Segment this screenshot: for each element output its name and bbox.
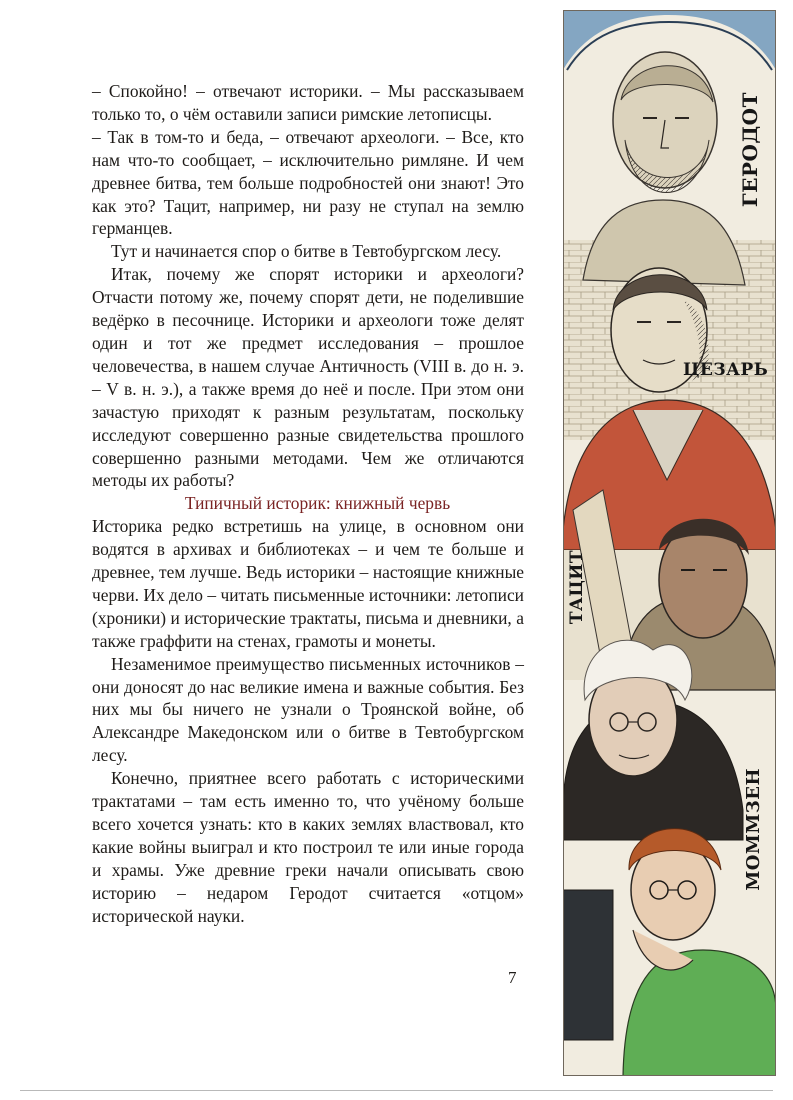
paragraph-archaeologists-reply: – Так в том-то и беда, – отвечают археологи. – Все, кто нам что-то сообщает, – исключительно римляне. И чем древнее битва, тем больше подробностей они знают! Это как это? Тацит, например, ни разу не ступал на землю германцев. <box>92 126 524 239</box>
label-herodotus: ГЕРОДОТ <box>738 92 762 208</box>
page-number: 7 <box>508 968 517 987</box>
paragraph-historian-habitat: Историка редко встретишь на улице, в основном они водятся в архивах и библиотеках – и чем те больше и древнее, тем лучше. Ведь историки – настоящие книжные черви. Их дело – читать письменные источники: летописи (хроники) и исторические трактаты, письма и дневники, а также граффити на стенах, грамоты и монеты. <box>92 516 524 651</box>
paragraph-written-sources: Незаменимое преимущество письменных источников – они доносят до нас великие имена и важные события. Без них мы бы ничего не узнали о Троянской войне, об Александре Македонском или о битве в Тевтобургском лесу. <box>92 653 524 766</box>
label-caesar: ЦЕЗАРЬ <box>683 360 769 380</box>
paragraph-historical-treatises: Конечно, приятнее всего работать с историческими трактатами – там есть именно то, что учёному больше всего хочется узнать: кто в каких землях властвовал, кто какие войны выиграл и кто построил те или иные города и храмы. Уже древние греки начали описывать свою историю – недаром Геродот считается «отцом» исторической науки. <box>92 768 524 926</box>
bottom-rule <box>20 1090 773 1091</box>
historians-illustration <box>563 10 776 1076</box>
paragraph-historians-reply: – Спокойно! – отвечают историки. – Мы рассказываем только то, о чём оставили записи римские летописцы. <box>92 81 524 124</box>
label-tacitus: ТАЦИТ <box>567 550 587 625</box>
monitor-icon <box>563 890 613 1040</box>
paragraph-dispute-begins: Тут и начинается спор о битве в Тевтобургском лесу. <box>111 241 502 262</box>
label-mommsen: МОММЗЕН <box>743 768 764 891</box>
paragraph-why-dispute: Итак, почему же спорят историки и археологи? Отчасти потому же, почему спорят дети, не поделившие ведёрко в песочнице. Историки и археологи тоже делят один и тот же предмет исследования – прошлое человечества, в нашем случае Античность (VIII в. до н. э. – V в. н. э.), а также время до неё и после. При этом они зачастую приходят к разным результатам, поскольку исследуют совершенно разные свидетельства прошлого совершенно разными методами. Чем же отличаются методы их работы? <box>92 264 524 491</box>
main-text-column <box>92 80 524 928</box>
section-heading: Типичный историк: книжный червь <box>184 493 451 514</box>
